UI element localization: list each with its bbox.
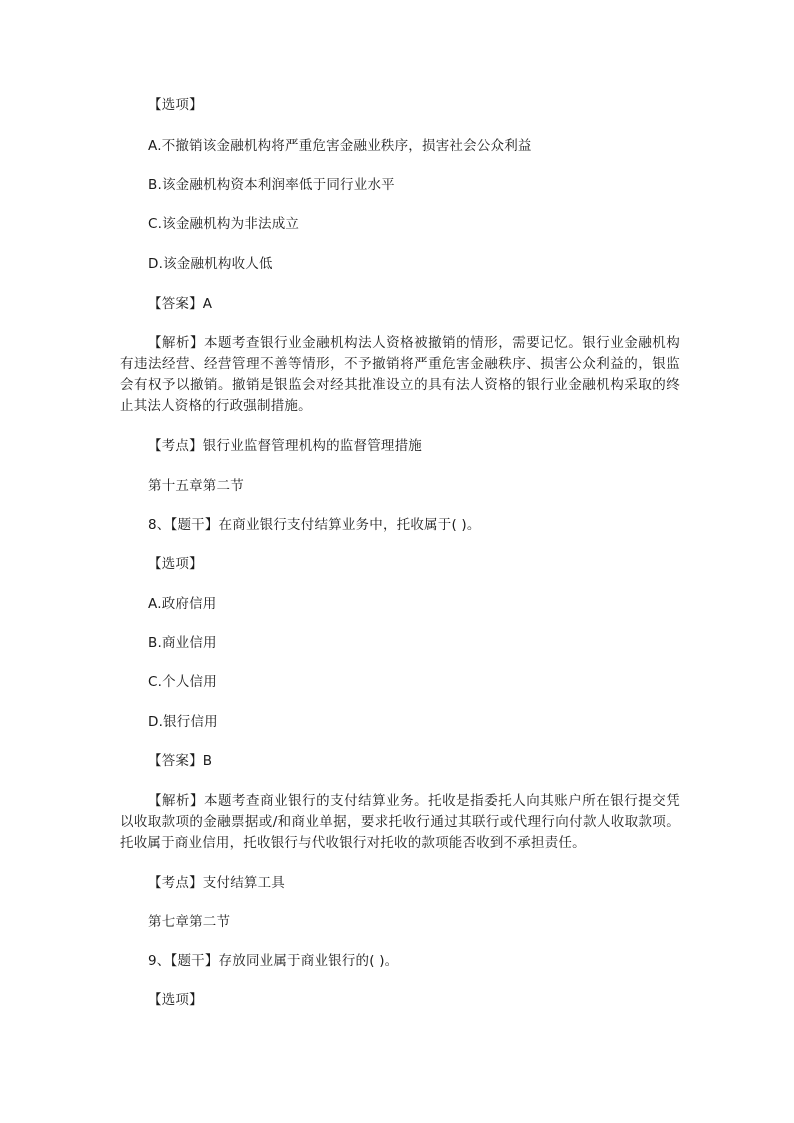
q7-analysis: 【解析】本题考查银行业金融机构法人资格被撤销的情形，需要记忆。银行业金融机构有违法经营、经营管理不善等情形，不予撤销将严重危害金融秩序、损害公众利益的，银监会有权予以撤销。撤销是银监会对经其批准设立的具有法人资格的银行业金融机构采取的终止其法人资格的行政强制措施。 bbox=[120, 335, 680, 414]
q7-chapter: 第十五章第二节 bbox=[148, 478, 244, 494]
q9-options-header: 【选项】 bbox=[148, 992, 203, 1008]
q7-options-header: 【选项】 bbox=[148, 97, 203, 113]
q8-option-c: C.个人信用 bbox=[148, 674, 217, 690]
q8-knowledge-point: 【考点】支付结算工具 bbox=[148, 875, 285, 891]
q8-options-header: 【选项】 bbox=[148, 556, 203, 572]
q8-option-b: B.商业信用 bbox=[148, 635, 217, 651]
q8-chapter: 第七章第二节 bbox=[148, 914, 231, 930]
q8-option-a: A.政府信用 bbox=[148, 596, 217, 612]
q7-answer: 【答案】A bbox=[148, 296, 213, 312]
q8-analysis: 【解析】本题考查商业银行的支付结算业务。托收是指委托人向其账户所在银行提交凭以收取款项的金融票据或/和商业单据，要求托收行通过其联行或代理行向付款人收取款项。托收属于商业信用，托收银行与代收银行对托收的款项能否收到不承担责任。 bbox=[120, 793, 680, 851]
q7-knowledge-point: 【考点】银行业监督管理机构的监督管理措施 bbox=[148, 438, 422, 454]
q7-option-d: D.该金融机构收人低 bbox=[148, 256, 273, 272]
q7-option-c: C.该金融机构为非法成立 bbox=[148, 216, 300, 232]
q7-option-b: B.该金融机构资本利润率低于同行业水平 bbox=[148, 177, 395, 193]
q7-option-a: A.不撤销该金融机构将严重危害金融业秩序，损害社会公众利益 bbox=[148, 138, 532, 154]
q8-answer: 【答案】B bbox=[148, 753, 213, 769]
q9-stem: 9、【题干】存放同业属于商业银行的( )。 bbox=[148, 953, 399, 969]
q8-stem: 8、【题干】在商业银行支付结算业务中，托收属于( )。 bbox=[148, 517, 481, 533]
q8-option-d: D.银行信用 bbox=[148, 714, 218, 730]
